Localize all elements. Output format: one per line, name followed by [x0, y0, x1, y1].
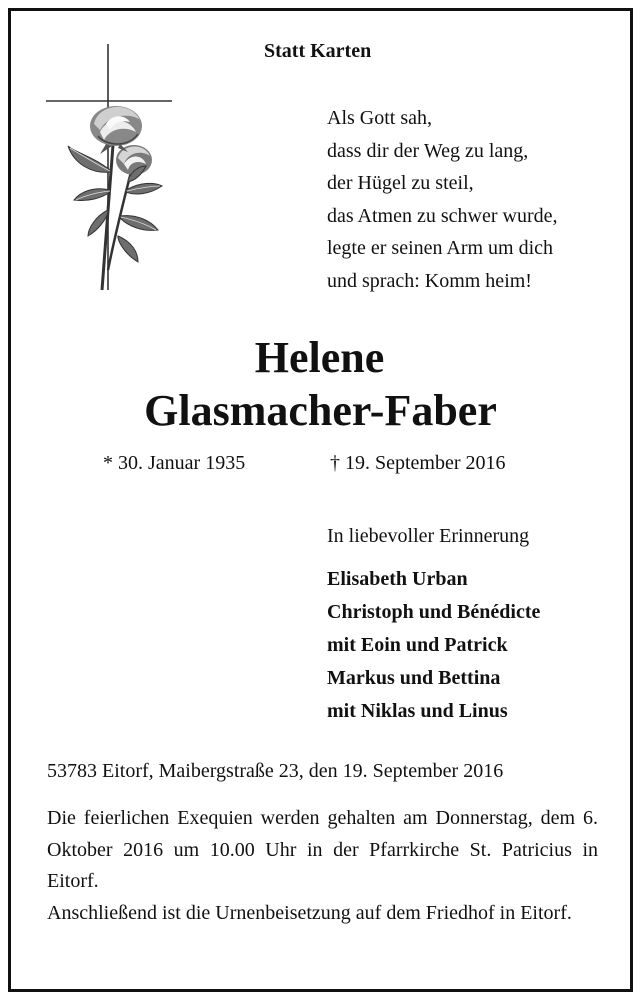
poem-line: legte er seinen Arm um dich [327, 237, 554, 259]
mourner-name: Markus und Bettina [327, 667, 501, 689]
poem [327, 102, 558, 297]
mourner-name: Elisabeth Urban [327, 568, 468, 590]
mourner-name: Christoph und Bénédicte [327, 601, 541, 623]
funeral-paragraph: Die feierlichen Exequien werden gehalten am Donnerstag, dem 6. Oktober 2016 um 10.00 Uhr in der Pfarrkirche St. Patricius in Eitorf. [47, 807, 598, 892]
header-statt-karten: Statt Karten [264, 40, 372, 62]
poem-line: dass dir der Weg zu lang, [327, 139, 529, 162]
cross-with-rose-icon [40, 40, 180, 300]
memory-line: In liebevoller Erinnerung [327, 525, 530, 547]
deceased-first-name-text: Helene [254, 333, 385, 382]
address-line: 53783 Eitorf, Maibergstraße 23, den 19. September 2016 [47, 760, 504, 782]
deceased-first-name [0, 332, 641, 383]
death-date: † 19. September 2016 [330, 452, 506, 474]
birth-date: * 30. Januar 1935 [103, 452, 246, 474]
mourners-list [327, 563, 540, 728]
poem-line: der Hügel zu steil, [327, 172, 474, 194]
funeral-info [47, 803, 598, 929]
mourner-name: mit Niklas und Linus [327, 700, 508, 722]
poem-line: und sprach: Komm heim! [327, 269, 532, 292]
mourner-name: mit Eoin und Patrick [327, 634, 508, 656]
funeral-paragraph: Anschließend ist die Urnenbeisetzung auf dem Friedhof in Eitorf. [47, 901, 572, 924]
poem-line: das Atmen zu schwer wurde, [327, 204, 558, 227]
poem-line: Als Gott sah, [327, 107, 432, 129]
deceased-last-name: Glasmacher-Faber [144, 386, 497, 435]
